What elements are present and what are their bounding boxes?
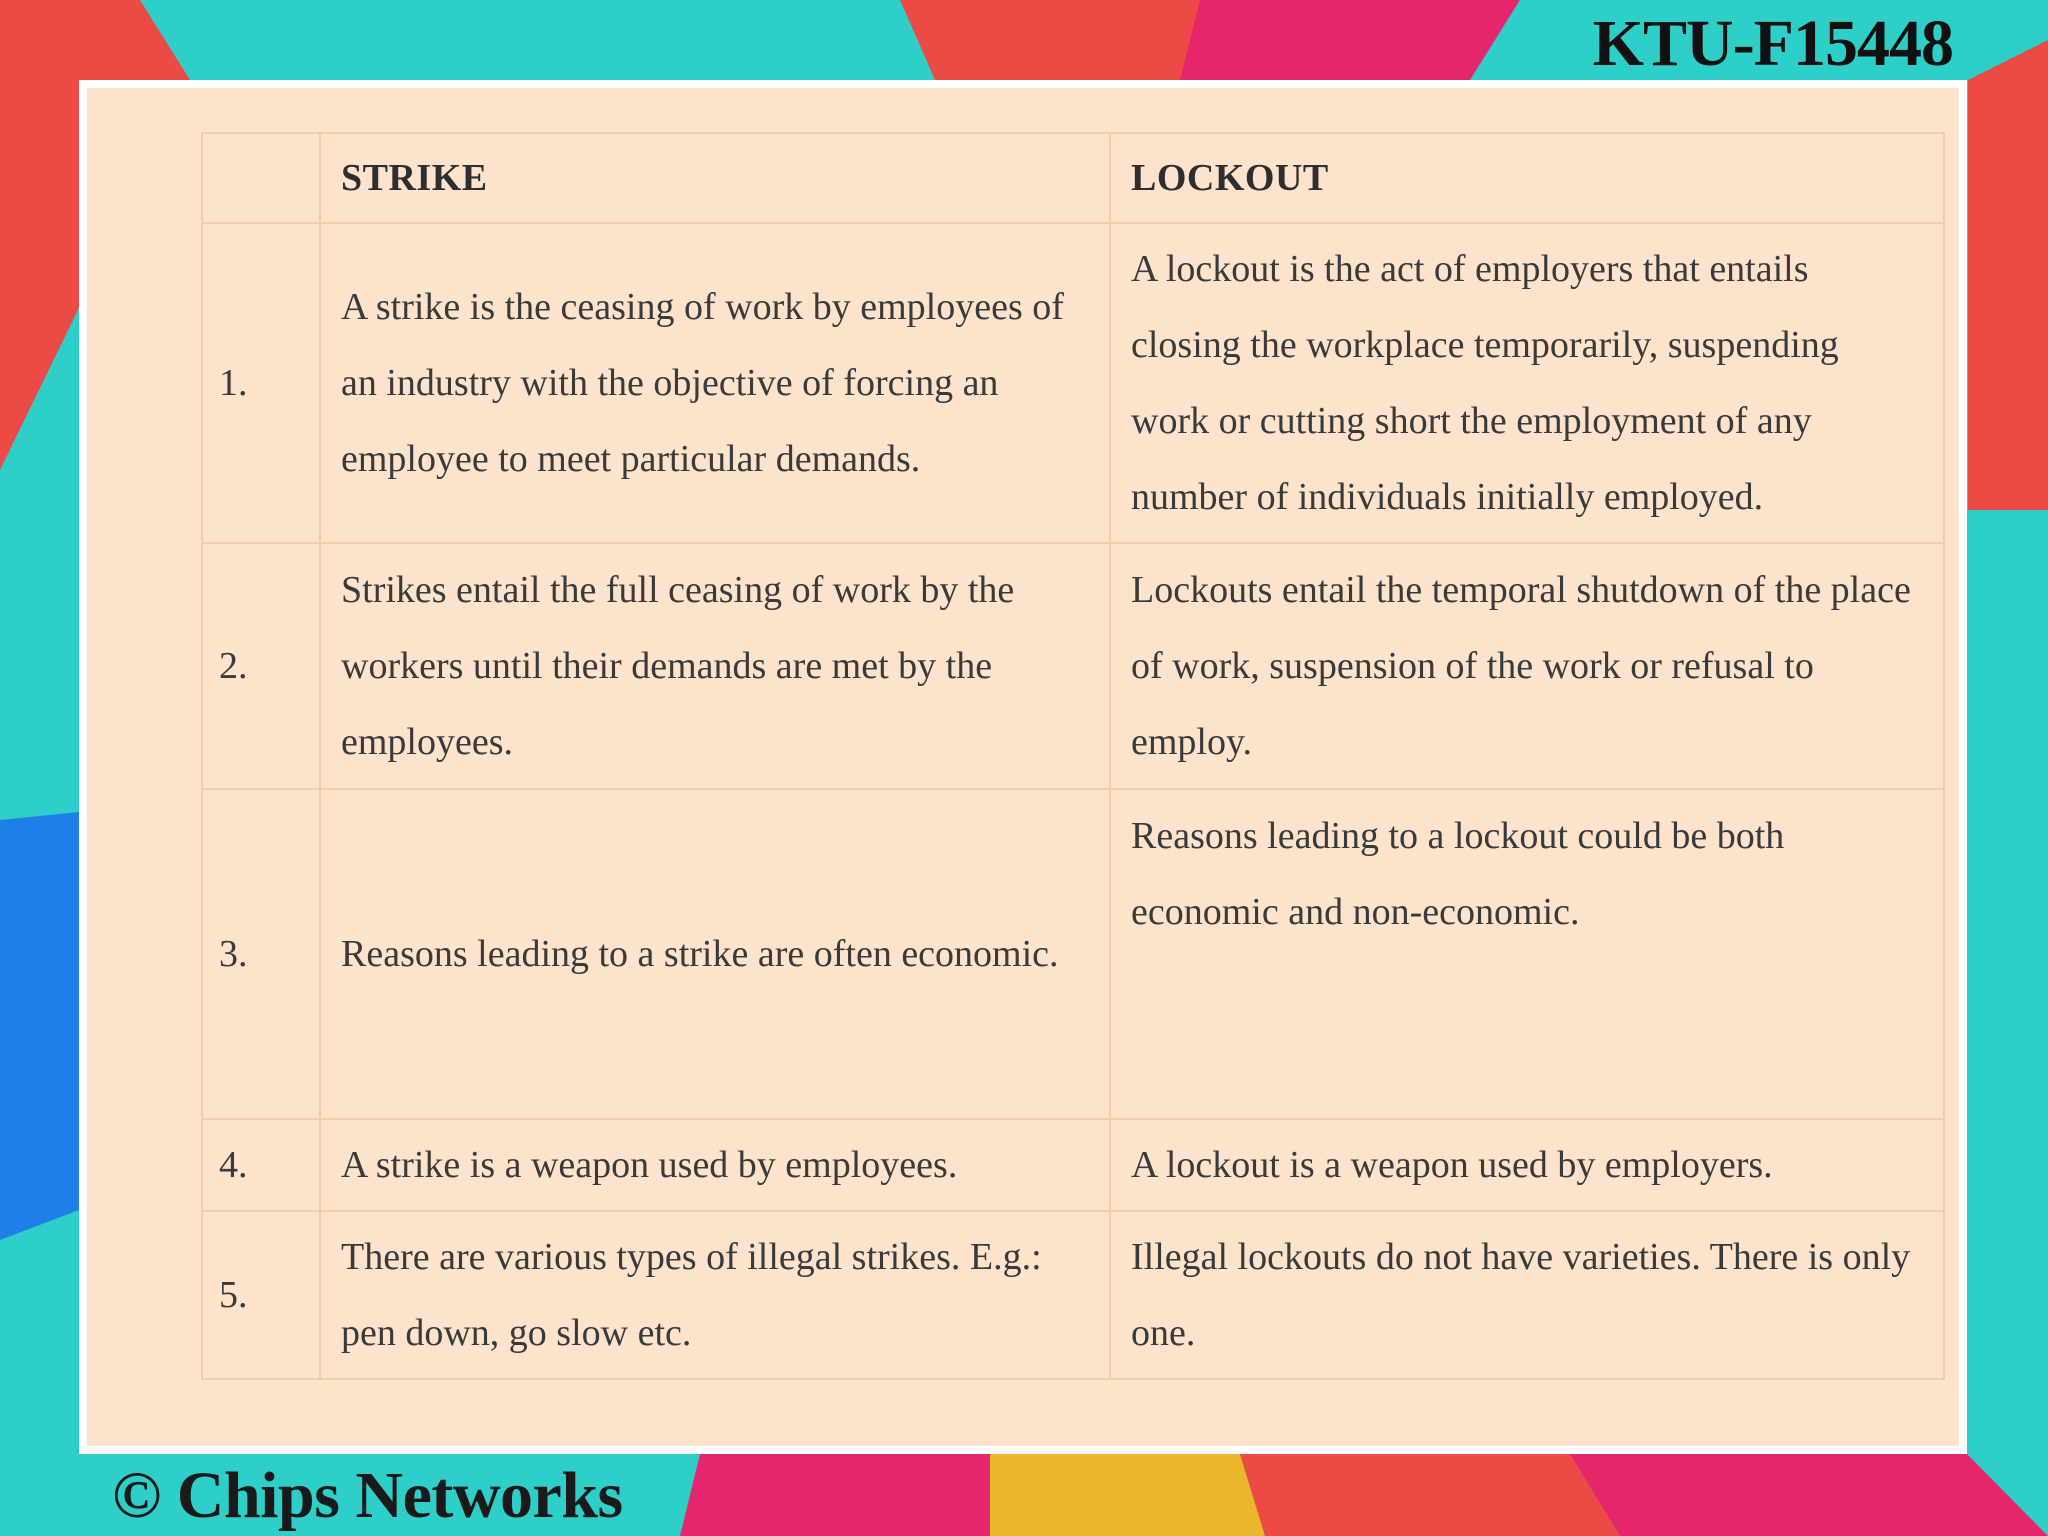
- table-row: [202, 223, 1944, 543]
- header-strike: STRIKE: [320, 133, 1110, 223]
- row-number: 3.: [202, 789, 320, 1119]
- copyright-notice: © Chips Networks: [112, 1459, 623, 1532]
- bg-pink-shape-top: [1180, 0, 1520, 80]
- table-row: [202, 1119, 1944, 1211]
- bg-pink-shape-bottom: [680, 1454, 1000, 1536]
- table-row: [202, 789, 1944, 1119]
- lockout-cell: A lockout is a weapon used by employers.: [1110, 1119, 1944, 1211]
- row-number: 5.: [202, 1211, 320, 1379]
- strike-cell: Strikes entail the full ceasing of work by the workers until their demands are met by the employees.: [320, 543, 1110, 789]
- bg-blue-shape-left: [0, 812, 79, 1240]
- header-number: [202, 133, 320, 223]
- strike-cell: There are various types of illegal strikes. E.g.: pen down, go slow etc.: [320, 1211, 1110, 1379]
- content-card-inner: [87, 88, 1959, 1446]
- lockout-cell: A lockout is the act of employers that entails closing the workplace temporarily, suspending work or cutting short the employment of any number of individuals initially employed.: [1110, 223, 1944, 543]
- bg-red-shape-bottom: [1240, 1454, 1620, 1536]
- bg-pink-shape-bottom-right: [1570, 1454, 2048, 1536]
- table-row: [202, 1211, 1944, 1379]
- bg-red-shape-right: [1968, 40, 2048, 510]
- content-card: [79, 80, 1967, 1454]
- row-number: 1.: [202, 223, 320, 543]
- lockout-cell: Illegal lockouts do not have varieties. There is only one.: [1110, 1211, 1944, 1379]
- lockout-cell: Lockouts entail the temporal shutdown of the place of work, suspension of the work or refusal to employ.: [1110, 543, 1944, 789]
- bg-yellow-shape-bottom: [990, 1454, 1265, 1536]
- row-number: 2.: [202, 543, 320, 789]
- header-lockout: LOCKOUT: [1110, 133, 1944, 223]
- table-row: [202, 543, 1944, 789]
- lockout-cell: Reasons leading to a lockout could be both economic and non-economic.: [1110, 789, 1944, 1119]
- strike-cell: Reasons leading to a strike are often economic.: [320, 789, 1110, 1119]
- strike-cell: A strike is the ceasing of work by employees of an industry with the objective of forcing an employee to meet particular demands.: [320, 223, 1110, 543]
- table-header-row: [202, 133, 1944, 223]
- document-code: KTU-F15448: [1592, 7, 1953, 80]
- row-number: 4.: [202, 1119, 320, 1211]
- comparison-table: [201, 132, 1945, 1380]
- strike-cell: A strike is a weapon used by employees.: [320, 1119, 1110, 1211]
